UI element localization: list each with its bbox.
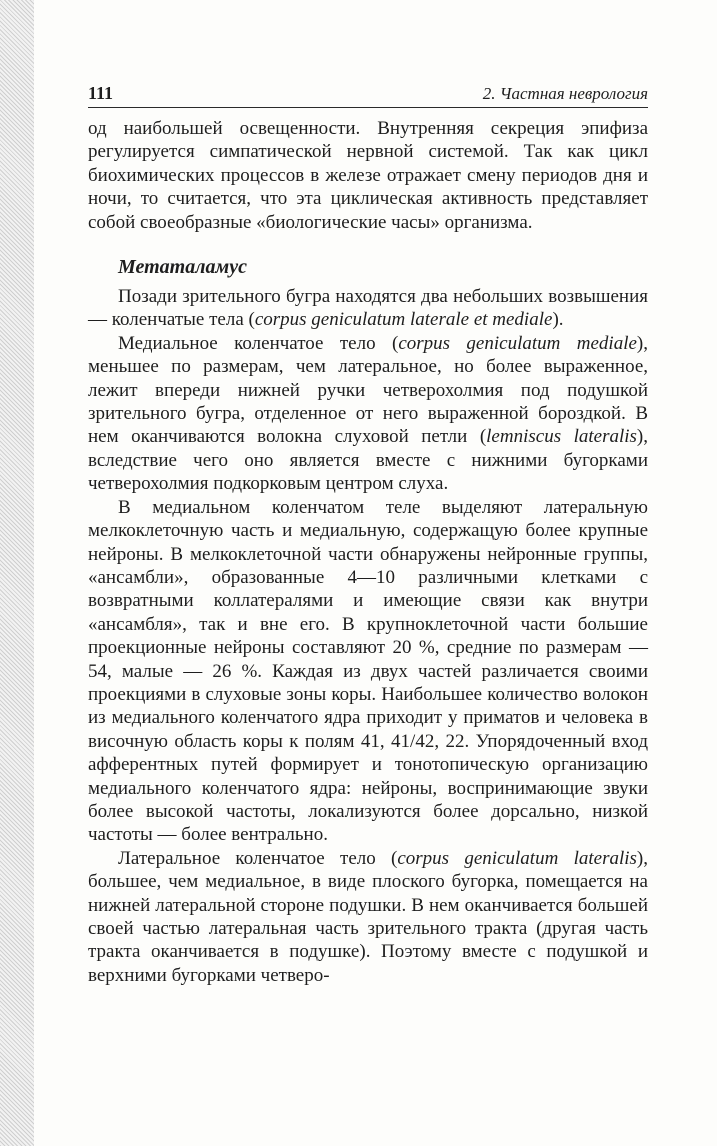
paragraph-text: Медиальное коленчатое тело ( [118,332,399,354]
paragraph-text: ), вследствие чего оно является вместе с нижними бугорками четверохолмия подкорковым центром слуха. [88,426,648,495]
page-header [88,78,648,108]
paragraph [88,285,648,332]
page-body [88,117,648,987]
paragraph-text: Позади зрительного бугра находятся два небольших возвышения — коленчатые тела ( [88,286,648,331]
intro-paragraph: од наибольшей освещенности. Внутренняя секреция эпифиза регулируется симпатической нервной системой. Так как цикл биохимических процессов в железе отражает смену периодов дня и ночи, то считается, что эта циклическая активность представляет собой своеобразные «биологические часы» организма. [88,118,648,233]
book-spine-shadow [0,0,34,1146]
paragraph-text: ), большее, чем медиальное, в виде плоского бугорка, помещается на нижней латеральной стороне подушки. В нем оканчивается большей своей частью латеральная часть зрительного тракта (другая часть тракта оканчивается в подушке). Поэтому вместе с подушкой и верхними бугорками четверо- [88,847,648,986]
paragraph [88,847,648,987]
latin-term: corpus geniculatum mediale [398,332,637,354]
book-page [88,78,648,987]
latin-term: corpus geniculatum laterale et mediale [254,309,553,331]
running-title: 2. Частная неврология [482,84,648,103]
page-number: 111 [88,83,114,103]
latin-term: lemniscus lateralis [486,426,637,448]
paragraph-text: ), меньшее по размерам, чем латеральное, но более выраженное, лежит впереди нижней ручки четверохолмия под подушкой зрительного бугра, отделенное от него выраженной бороздкой. В нем оканчиваются волокна слуховой петли ( [88,332,648,448]
paragraph: В медиальном коленчатом теле выделяют латеральную мелкоклеточную часть и медиальную, содержащую более крупные нейроны. В мелкоклеточной части обнаружены нейронные группы, «ансамбли», образованные 4—10 различными клетками с возвратными коллатералями и имеющие связи как внутри «ансамбля», так и вне его. В крупноклеточной части большие проекционные нейроны составляют 20 %, средние по размерам — 54, малые — 26 %. Каждая из двух частей различается своими проекциями в слуховые зоны коры. Наибольшее количество волокон из медиального коленчатого ядра приходит у приматов и человека в височную область коры к полям 41, 41/42, 22. Упорядоченный вход афферентных путей формирует и тонотопическую организацию медиального коленчатого ядра: нейроны, воспринимающие звуки более высокой частоты, локализуются более дорсально, низкой частоты — более вентрально. [88,496,648,846]
paragraph [88,332,648,496]
paragraph-text: Латеральное коленчатое тело ( [118,847,398,869]
latin-term: corpus geniculatum lateralis [397,847,637,869]
section-heading: Метаталамус [118,256,247,279]
paragraph-text: ). [552,309,564,331]
